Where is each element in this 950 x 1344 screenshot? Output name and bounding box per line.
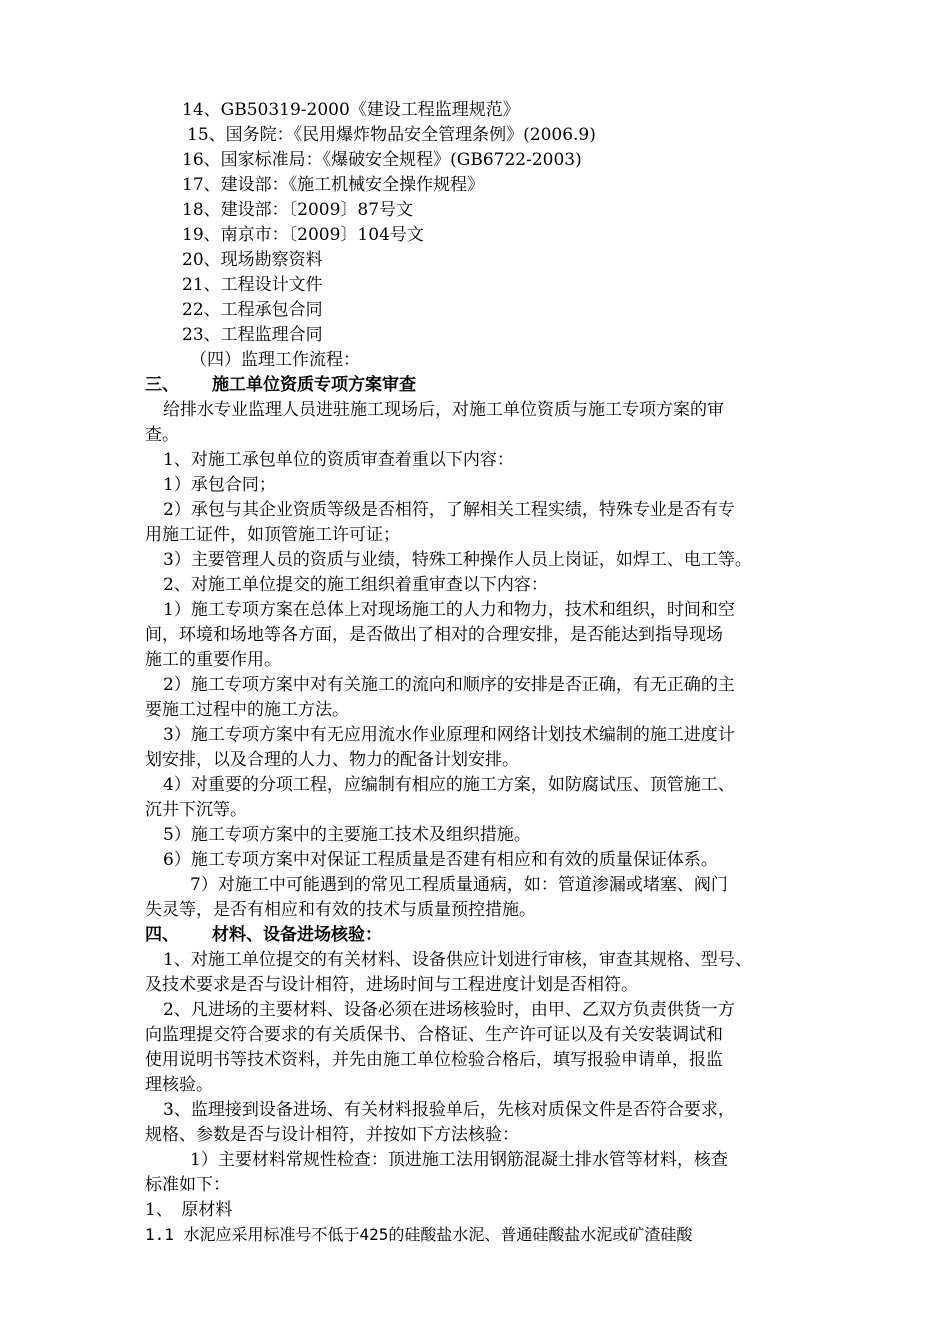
ref-item: 18、建设部：〔2009〕87号文 <box>182 200 414 220</box>
paragraph-line: 3）施工专项方案中有无应用流水作业原理和网络计划技术编制的施工进度计 <box>163 725 735 745</box>
paragraph-line: 向监理提交符合要求的有关质保书、合格证、生产许可证以及有关安装调试和 <box>145 1025 723 1045</box>
paragraph-line: 理核验。 <box>145 1075 213 1095</box>
paragraph-line: 施工的重要作用。 <box>145 650 281 670</box>
paragraph-line: 5）施工专项方案中的主要施工技术及组织措施。 <box>163 825 531 845</box>
paragraph-line: 2）承包与其企业资质等级是否相符，了解相关工程实绩，特殊专业是否有专 <box>163 500 735 520</box>
ref-item: 15、国务院：《民用爆炸物品安全管理条例》(2006.9) <box>187 125 596 145</box>
subheading-workflow: （四）监理工作流程： <box>190 350 360 370</box>
paragraph-line: 2、凡进场的主要材料、设备必须在进场核验时，由甲、乙双方负责供货一方 <box>163 1000 735 1020</box>
paragraph-line: 7）对施工中可能遇到的常见工程质量通病，如：管道渗漏或堵塞、阀门 <box>190 875 728 895</box>
paragraph-line: 2、对施工单位提交的施工组织着重审查以下内容： <box>163 575 548 595</box>
paragraph-line: 1、对施工单位提交的有关材料、设备供应计划进行审核，审查其规格、型号、 <box>163 950 752 970</box>
paragraph-line: 失灵等，是否有相应和有效的技术与质量预控措施。 <box>145 900 536 920</box>
paragraph-line: 规格、参数是否与设计相符，并按如下方法核验： <box>145 1125 519 1145</box>
paragraph-line: 1）主要材料常规性检查：顶进施工法用钢筋混凝土排水管等材料，核查 <box>190 1150 728 1170</box>
paragraph-line: 沉井下沉等。 <box>145 800 247 820</box>
paragraph-line: 1.1 水泥应采用标准号不低于425的硅酸盐水泥、普通硅酸盐水泥或矿渣硅酸 <box>145 1225 693 1244</box>
ref-item: 22、工程承包合同 <box>182 300 323 320</box>
paragraph-line: 1）承包合同； <box>163 475 276 495</box>
paragraph-line: 6）施工专项方案中对保证工程质量是否建有相应和有效的质量保证体系。 <box>163 850 718 870</box>
paragraph-line: 标准如下： <box>145 1175 230 1195</box>
paragraph-line: 及技术要求是否与设计相符，进场时间与工程进度计划是否相符。 <box>145 975 638 995</box>
paragraph-line: 3）主要管理人员的资质与业绩，特殊工种操作人员上岗证，如焊工、电工等。 <box>163 550 752 570</box>
paragraph-line: 1、 原材料 <box>145 1200 233 1220</box>
paragraph-line: 给排水专业监理人员进驻施工现场后，对施工单位资质与施工专项方案的审 <box>163 400 724 420</box>
ref-item: 14、GB50319-2000《建设工程监理规范》 <box>182 100 520 120</box>
section-3-number: 三、 <box>145 375 179 395</box>
section-4-number: 四、 <box>145 925 179 945</box>
paragraph-line: 4）对重要的分项工程，应编制有相应的施工方案，如防腐试压、顶管施工、 <box>163 775 735 795</box>
ref-item: 21、工程设计文件 <box>182 275 323 295</box>
paragraph-line: 2）施工专项方案中对有关施工的流向和顺序的安排是否正确，有无正确的主 <box>163 675 735 695</box>
ref-item: 23、工程监理合同 <box>182 325 323 345</box>
ref-item: 19、南京市：〔2009〕104号文 <box>182 225 424 245</box>
ref-item: 16、国家标准局：《爆破安全规程》(GB6722-2003) <box>182 150 582 170</box>
ref-item: 20、现场勘察资料 <box>182 250 323 270</box>
section-4-title: 材料、设备进场核验： <box>212 925 382 945</box>
paragraph-line: 用施工证件，如顶管施工许可证； <box>145 525 400 545</box>
paragraph-line: 要施工过程中的施工方法。 <box>145 700 349 720</box>
paragraph-line: 使用说明书等技术资料，并先由施工单位检验合格后，填写报验申请单，报监 <box>145 1050 723 1070</box>
paragraph-line: 3、监理接到设备进场、有关材料报验单后，先核对质保文件是否符合要求， <box>163 1100 735 1120</box>
paragraph-line: 1、对施工承包单位的资质审查着重以下内容： <box>163 450 514 470</box>
paragraph-line: 划安排，以及合理的人力、物力的配备计划安排。 <box>145 750 519 770</box>
paragraph-line: 间，环境和场地等各方面，是否做出了相对的合理安排，是否能达到指导现场 <box>145 625 723 645</box>
ref-item: 17、建设部：《施工机械安全操作规程》 <box>182 175 485 195</box>
paragraph-line: 查。 <box>145 425 179 445</box>
paragraph-line: 1）施工专项方案在总体上对现场施工的人力和物力，技术和组织，时间和空 <box>163 600 735 620</box>
section-3-title: 施工单位资质专项方案审查 <box>212 375 416 395</box>
